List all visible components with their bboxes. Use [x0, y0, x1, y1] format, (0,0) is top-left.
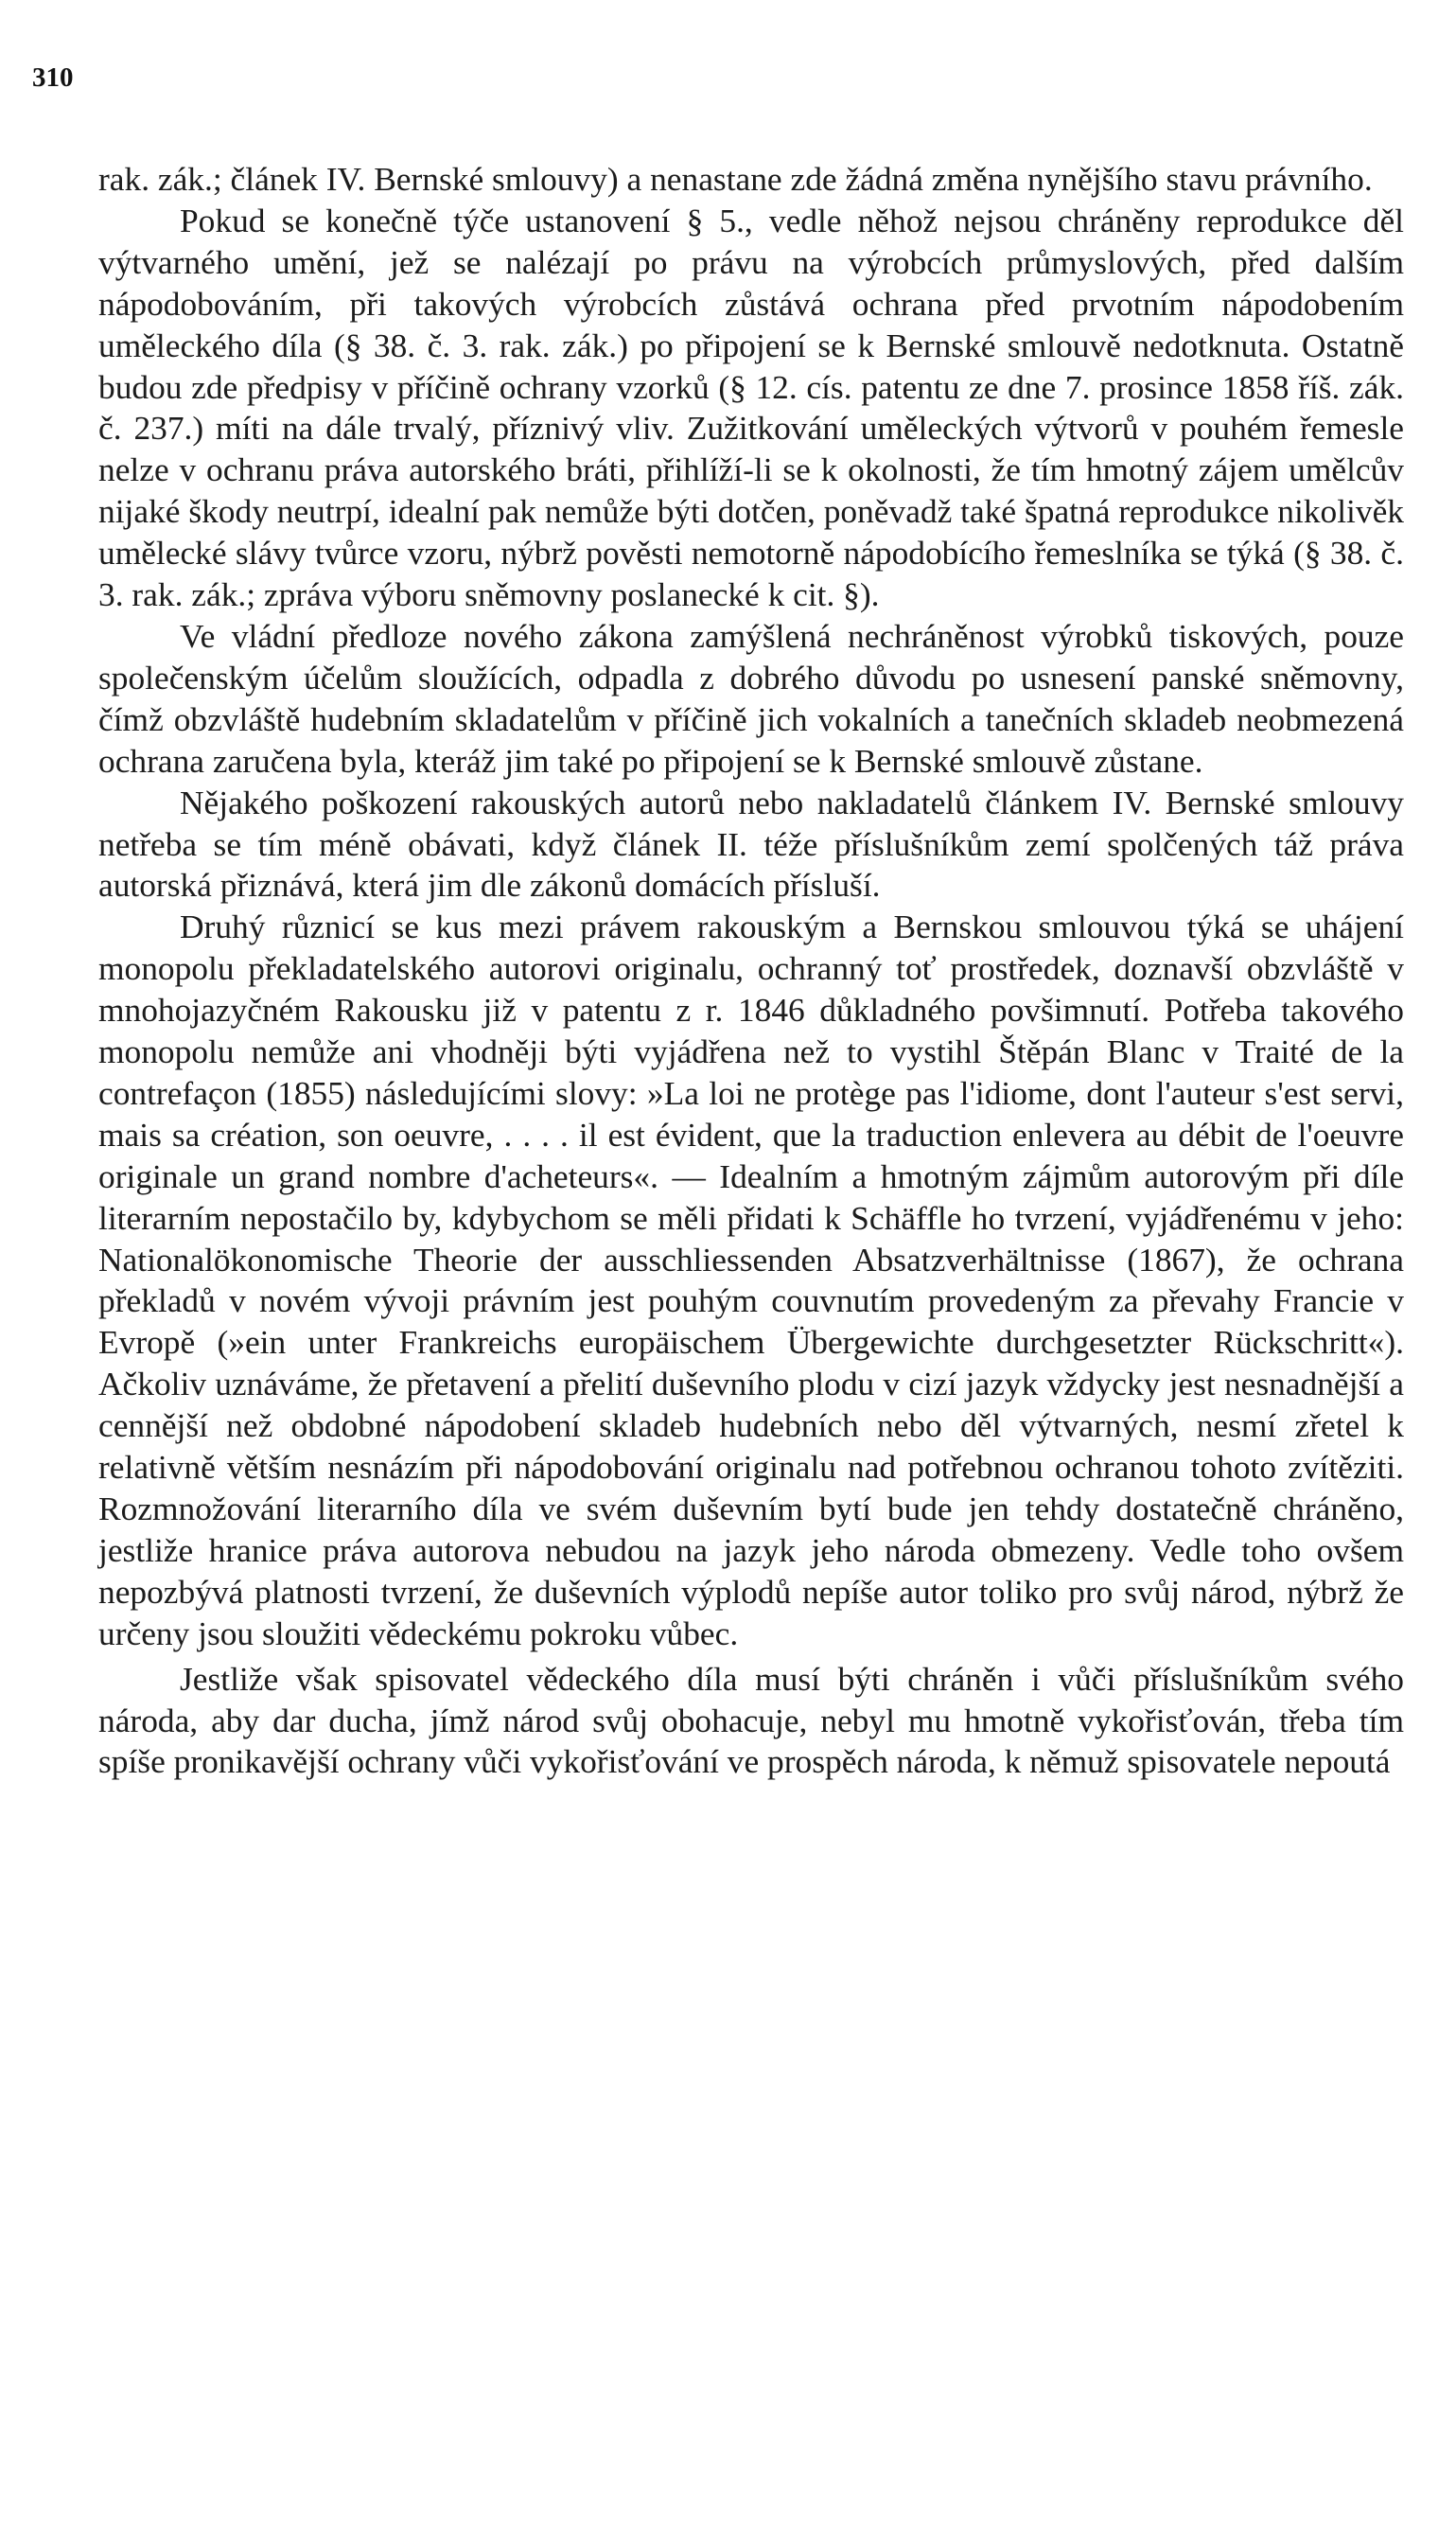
paragraph-5: Druhý různicí se kus mezi právem rakouským a Bernskou smlouvou týká se uhájení monopolu překladatelského autorovi originalu, ochranný toť prostředek, doznavší obzvláště v mnohojazyčném Rakousku již v patentu z r. 1846 důkladného povšimnutí. Potřeba takového monopolu nemůže ani vhodněji býti vyjádřena než to vystihl Štěpán Blanc v Traité de la contrefaçon (1855) následujícími slovy: »La loi ne protège pas l'idiome, dont l'auteur s'est servi, mais sa création, son oeuvre, . . . . il est évident, que la traduction enlevera au débit de l'oeuvre originale un grand nombre d'acheteurs«. — Idealním a hmotným zájmům autorovým při díle literarním nepostačilo by, kdybychom se měli přidati k Schäffle ho tvrzení, vyjádřenému v jeho: Nationalökonomische Theorie der ausschliessenden Absatzverhältnisse (1867), že ochrana překladů v novém vývoji právním jest pouhým couvnutím provedeným za převahy Francie v Evropě (»ein unter Frankreichs europäischem Übergewichte durchgesetzter Rückschritt«). Ačkoliv uznáváme, že přetavení a přelití duševního plodu v cizí jazyk vždycky jest nesnadnější a cennější než obdobné nápodobení skladeb hudebních nebo děl výtvarných, nesmí zřetel k relativně větším nesnázím při nápodobování originalu nad potřebnou ochranou tohoto zvítěziti. Rozmnožování literarního díla ve svém duševním bytí bude jen tehdy dostatečně chráněno, jestliže hranice práva autorova nebudou na jazyk jeho národa obmezeny. Vedle toho ovšem nepozbývá platnosti tvrzení, že duševních výplodů nepíše autor toliko pro svůj národ, nýbrž že určeny jsou sloužiti vědeckému pokroku vůbec. [98, 908, 1404, 1652]
paragraph-1: rak. zák.; článek IV. Bernské smlouvy) a nenastane zde žádná změna nynějšího stavu právního. [98, 160, 1373, 198]
page-number: 310 [32, 62, 74, 93]
paragraph-2: Pokud se konečně týče ustanovení § 5., vedle něhož nejsou chráněny reprodukce děl výtvarného umění, jež se nalézají po právu na výrobcích průmyslových, před dalším nápodobováním, při takových výrobcích zůstává ochrana před prvotním nápodobením uměleckého díla (§ 38. č. 3. rak. zák.) po připojení se k Bernské smlouvě nedotknuta. Ostatně budou zde předpisy v příčině ochrany vzorků (§ 12. cís. patentu ze dne 7. prosince 1858 říš. zák. č. 237.) míti na dále trvalý, příznivý vliv. Zužitkování uměleckých výtvorů v pouhém řemesle nelze v ochranu práva autorského bráti, přihlíží-li se k okolnosti, že tím hmotný zájem umělcův nijaké škody neutrpí, idealní pak nemůže býti dotčen, poněvadž také špatná reprodukce nikolivěk umělecké slávy tvůrce vzoru, nýbrž pověsti nemotorně nápodobícího řemeslníka se týká (§ 38. č. 3. rak. zák.; zpráva výboru sněmovny poslanecké k cit. §). [98, 201, 1404, 614]
page-text-body [98, 159, 1404, 1783]
paragraph-3: Ve vládní předloze nového zákona zamýšlená nechráněnost výrobků tiskových, pouze společenským účelům sloužících, odpadla z dobrého důvodu po usnesení panské sněmovny, čímž obzvláště hudebním skladatelům v příčině jich vokalních a tanečních skladeb neobmezená ochrana zaručena byla, kteráž jim také po připojení se k Bernské smlouvě zůstane. [98, 616, 1404, 780]
paragraph-4: Nějakého poškození rakouských autorů nebo nakladatelů článkem IV. Bernské smlouvy netřeba se tím méně obávati, když článek II. téže příslušníkům zemí spolčených táž práva autorská přiznává, která jim dle zákonů domácích přísluší. [98, 783, 1404, 905]
paragraph-6: Jestliže však spisovatel vědeckého díla musí býti chráněn i vůči příslušníkům svého národa, aby dar ducha, jímž národ svůj obohacuje, nebyl mu hmotně vykořisťován, třeba tím spíše pronikavější ochrany vůči vykořisťování ve prospěch národa, k němuž spisovatele nepoutá [98, 1659, 1404, 1781]
